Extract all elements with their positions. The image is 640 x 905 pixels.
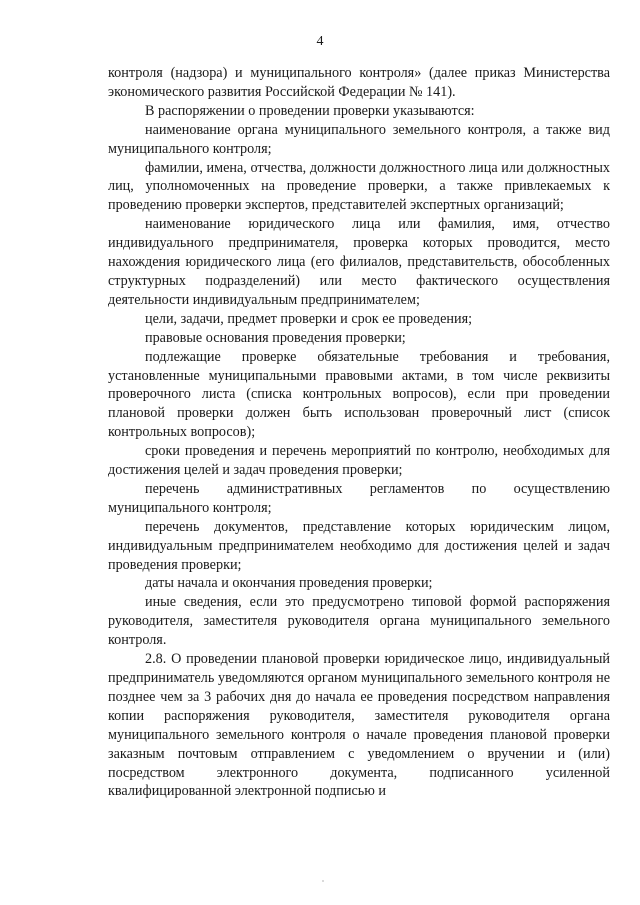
paragraph-other-info: иные сведения, если это предусмотрено типовой формой распоряжения руководителя, заместителя руководителя органа муниципального земельного контроля. [108,594,610,649]
paragraph-terms-measures: сроки проведения и перечень мероприятий по контролю, необходимых для достижения целей и задач проведения проверки; [108,443,610,479]
scan-speck [322,880,324,882]
paragraph-dates: даты начала и окончания проведения проверки; [145,575,433,592]
paragraph-requirements: подлежащие проверке обязательные требования и требования, установленные муниципальными правовыми актами, в том числе реквизиты проверочного листа (списка контрольных вопросов), если при проведении плановой проверки должен быть использован проверочный лист (список контрольных вопросов); [108,348,610,441]
paragraph-order-contents-intro: В распоряжении о проведении проверки указываются: [145,102,475,119]
document-text [108,64,610,801]
paragraph-legal-basis: правовые основания проведения проверки; [145,329,406,346]
page-number: 4 [316,34,324,49]
paragraph-regulations: перечень административных регламентов по осуществлению муниципального контроля; [108,480,610,516]
paragraph-entity-name: наименование юридического лица или фамилия, имя, отчество индивидуального предпринимателя, проверка которых проводится, место нахождения юридического лица (его филиалов, представительств, обособленных структурных подразделений) или место фактического осуществления деятельности индивидуальным предпринимателем; [108,216,610,308]
paragraph-continuation: контроля (надзора) и муниципального контроля» (далее приказ Министерства экономического развития Российской Федерации № 141). [108,65,610,100]
paragraph-goals: цели, задачи, предмет проверки и срок ее проведения; [145,310,473,327]
paragraph-section-2-8: 2.8. О проведении плановой проверки юридическое лицо, индивидуальный предприниматель уведомляются органом муниципального земельного контроля не позднее чем за 3 рабочих дня до начала ее проведения посредством направления копии распоряжения руководителя, заместителя руководителя органа муниципального земельного контроля о начале проведения плановой проверки заказным почтовым отправлением с уведомлением о вручении и (или) посредством электронного документа, подписанного усиленной квалифицированной электронной подписью и [108,651,610,800]
paragraph-documents-list: перечень документов, представление которых юридическим лицом, индивидуальным предпринимателем необходимо для достижения целей и задач проведения проверки; [108,518,610,573]
paragraph-officials: фамилии, имена, отчества, должности должностного лица или должностных лиц, уполномоченных на проведение проверки, а также привлекаемых к проведению проверки экспертов, представителей экспертных организаций; [108,159,610,214]
paragraph-authority-name: наименование органа муниципального земельного контроля, а также вид муниципального контроля; [108,121,610,157]
